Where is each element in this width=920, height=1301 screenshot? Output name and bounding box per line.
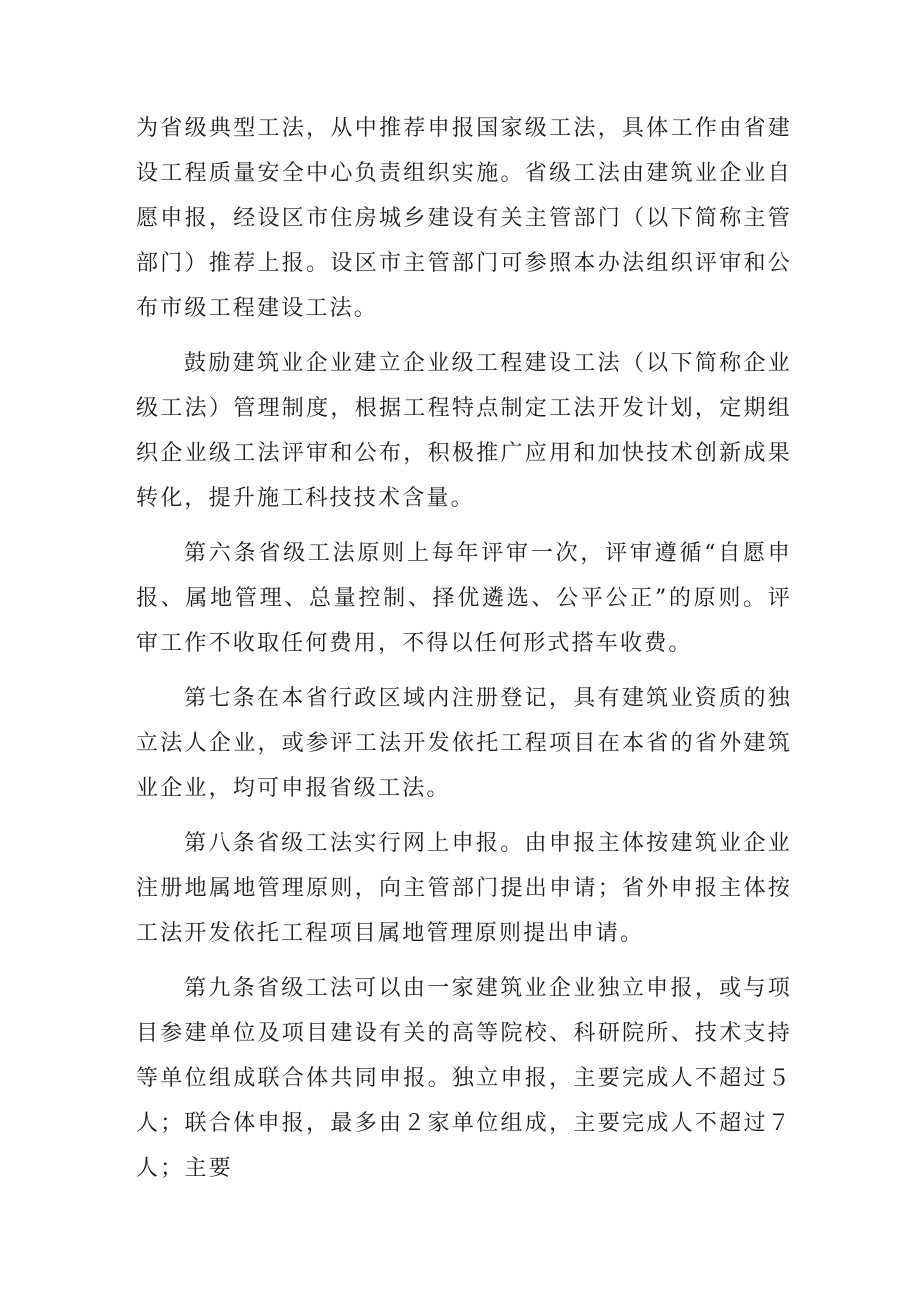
document-body	[136, 106, 792, 1201]
paragraph-article-8: 第八条省级工法实行网上申报。由申报主体按建筑业企业注册地属地管理原则，向主管部门提出申请；省外申报主体按工法开发依托工程项目属地管理原则提出申请。	[136, 831, 792, 946]
paragraph-article-7: 第七条在本省行政区域内注册登记，具有建筑业资质的独立法人企业，或参评工法开发依托工程项目在本省的省外建筑业企业，均可申报省级工法。	[136, 686, 792, 801]
paragraph-1: 为省级典型工法，从中推荐申报国家级工法，具体工作由省建设工程质量安全中心负责组织实施。省级工法由建筑业企业自愿申报，经设区市住房城乡建设有关主管部门（以下简称主管部门）推荐上报。设区市主管部门可参照本办法组织评审和公布市级工程建设工法。	[136, 116, 792, 321]
paragraph-article-9: 第九条省级工法可以由一家建筑业企业独立申报，或与项目参建单位及项目建设有关的高等院校、科研院所、技术支持等单位组成联合体共同申报。独立申报，主要完成人不超过５人；联合体申报，最多由２家单位组成，主要完成人不超过７人；主要	[136, 976, 792, 1181]
paragraph-article-6: 第六条省级工法原则上每年评审一次，评审遵循“自愿申报、属地管理、总量控制、择优遴选、公平公正”的原则。评审工作不收取任何费用，不得以任何形式搭车收费。	[136, 541, 792, 656]
paragraph-2: 鼓励建筑业企业建立企业级工程建设工法（以下简称企业级工法）管理制度，根据工程特点制定工法开发计划，定期组织企业级工法评审和公布，积极推广应用和加快技术创新成果转化，提升施工科技技术含量。	[136, 351, 792, 511]
